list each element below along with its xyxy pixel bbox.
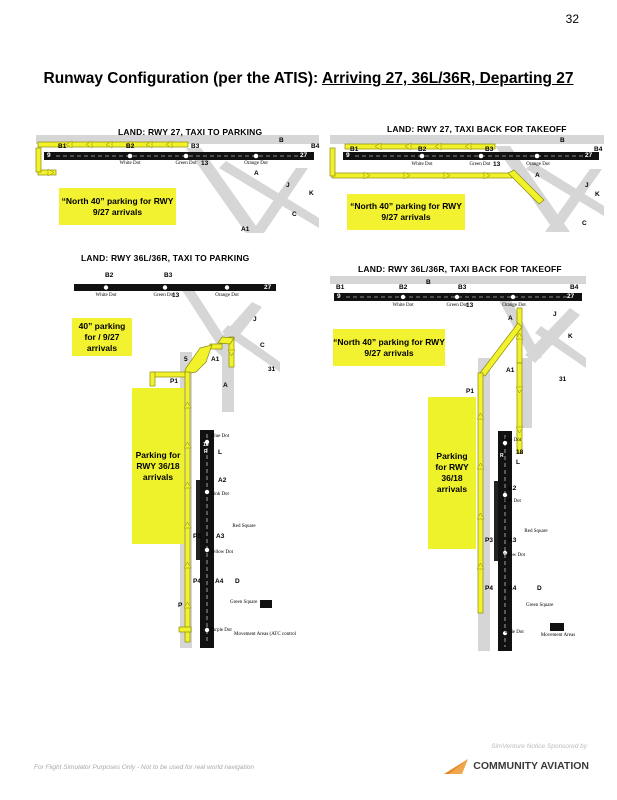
runway-label: L: [516, 459, 520, 466]
taxiway-label: B1: [350, 146, 359, 153]
taxiway-label: C: [260, 342, 265, 349]
taxiway-label: B1: [336, 284, 345, 291]
taxiway-label: P4: [485, 585, 493, 592]
panel-caption: LAND: RWY 27, TAXI TO PARKING: [118, 127, 263, 137]
green-dot-label: Green Dot: [175, 161, 197, 166]
orange-dot-label: Orange Dot: [502, 303, 526, 308]
airplane-logo-icon: [443, 757, 469, 775]
taxiway-label: P1: [466, 388, 474, 395]
runway-end-label: 27: [300, 152, 308, 159]
panel-rwy27-taxi-to-parking: [36, 128, 319, 233]
panel-caption: LAND: RWY 27, TAXI BACK FOR TAKEOFF: [387, 124, 567, 134]
panel-rwy27-taxi-back-for-takeoff: [330, 124, 604, 232]
runway-label: R: [204, 449, 208, 455]
taxiway-label: 13: [172, 292, 180, 299]
taxiway-label: A1: [506, 367, 515, 374]
taxiway-label: B: [560, 137, 565, 144]
green-dot-label: Green Dot: [469, 162, 491, 167]
runway-end-label: 27: [264, 284, 272, 291]
taxiway-label: P: [178, 602, 183, 609]
page-number: 32: [565, 12, 579, 26]
taxiway-label: P3: [193, 533, 201, 540]
taxiway-label: A1: [241, 226, 250, 233]
purple-dot-label: Purple Dot: [502, 630, 524, 635]
taxiway-label: A: [535, 172, 540, 179]
taxiway-label: P1: [170, 378, 178, 385]
taxiway-label: C: [292, 211, 297, 218]
red-square-label: Red Square: [232, 524, 256, 529]
runway-label: L: [218, 449, 222, 456]
taxiway-label: D: [235, 578, 240, 585]
taxiway-label: C: [582, 220, 587, 227]
runway-end-label: 27: [585, 152, 593, 159]
footer-disclaimer: For Flight Simulator Purposes Only - Not to be used for real world navigation: [34, 764, 255, 771]
north40-parking-note: 40” parking for / 9/27 arrivals: [72, 318, 132, 356]
taxiway-label: J: [286, 182, 290, 189]
green-square-label: Green Square: [230, 600, 258, 605]
taxiway-label: A: [223, 382, 228, 389]
taxiway-label: A: [254, 170, 259, 177]
taxiway-label: J: [253, 316, 257, 323]
runway-end-label: 9: [346, 152, 350, 159]
pink-dot-label: Pink Dot: [503, 499, 521, 504]
taxiway-label: 13: [201, 160, 209, 167]
runway-end-label: 9: [337, 293, 341, 300]
panel-caption: LAND: RWY 36L/36R, TAXI TO PARKING: [81, 253, 250, 263]
taxiway-label: A3: [216, 533, 225, 540]
green-dot-label: Green Dot: [153, 293, 175, 298]
taxiway-label: J: [553, 311, 557, 318]
white-dot-label: White Dot: [392, 303, 414, 308]
pink-dot-label: Pink Dot: [211, 492, 229, 497]
white-dot-label: White Dot: [411, 162, 433, 167]
taxiway-label: A: [508, 315, 513, 322]
title-prefix: Runway Configuration (per the ATIS):: [43, 70, 322, 87]
orange-dot-label: Orange Dot: [244, 161, 268, 166]
north40-parking-note: “North 40” parking for RWY 9/27 arrivals: [347, 194, 465, 230]
green-square-label: Green Square: [526, 603, 554, 608]
north40-parking-note: “North 40” parking for RWY 9/27 arrivals: [59, 188, 176, 225]
taxiway-label: B4: [311, 143, 320, 150]
runway-end-label: 27: [567, 293, 575, 300]
panel-rwy36-taxi-back-for-takeoff: [330, 263, 586, 651]
taxiway-label: A2: [508, 485, 517, 492]
taxiway-label: 13: [493, 161, 501, 168]
runway-label: 18: [516, 449, 524, 456]
white-dot-label: White Dot: [95, 293, 117, 298]
taxiway-label: A3: [508, 537, 517, 544]
blue-dot-label: Blue Dot: [210, 434, 230, 439]
taxiway-label: B2: [399, 284, 408, 291]
brand-name: COMMUNITY AVIATION: [473, 760, 589, 772]
taxiway-label: D: [537, 585, 542, 592]
taxiway-label: B2: [418, 146, 427, 153]
taxiway-label: B1: [58, 143, 67, 150]
panel-caption: LAND: RWY 36L/36R, TAXI BACK FOR TAKEOFF: [358, 264, 562, 274]
taxiway-label: 13: [466, 302, 474, 309]
purple-dot-label: Purple Dot: [210, 628, 232, 633]
taxiway-label: B3: [191, 143, 200, 150]
yellow-dot-label: Yellow Dot: [502, 553, 525, 558]
taxiway-label: A1: [211, 356, 220, 363]
runway-label: 18: [203, 442, 209, 448]
orange-dot-label: Orange Dot: [215, 293, 239, 298]
movement-areas-label: Movement Areas: [540, 633, 576, 638]
taxiway-label: A2: [218, 477, 227, 484]
movement-areas-label: Movement Areas (ATC control: [234, 632, 297, 637]
taxiway-label: J: [585, 182, 589, 189]
parking-36-18-box: Parking for RWY 36/18 arrivals: [428, 397, 476, 549]
runway-end-label: 9: [47, 152, 51, 159]
green-dot-label: Green Dot: [446, 303, 468, 308]
footer-sponsor-note: SimVenture Notice Sponsored by: [491, 743, 587, 750]
taxiway-label: A4: [508, 585, 517, 592]
taxiway-label: B4: [570, 284, 579, 291]
title-config: Arriving 27, 36L/36R, Departing 27: [321, 70, 574, 87]
taxiway-label: B2: [105, 272, 114, 279]
north40-parking-note: “North 40” parking for RWY 9/27 arrivals: [333, 329, 445, 366]
panel-rwy36-taxi-to-parking: [72, 252, 297, 648]
taxiway-label: K: [568, 333, 573, 340]
runway-label: R: [500, 453, 504, 459]
taxiway-label: B3: [458, 284, 467, 291]
taxiway-label: P3: [485, 537, 493, 544]
taxiway-label: K: [595, 191, 600, 198]
orange-dot-label: Orange Dot: [526, 162, 550, 167]
taxiway-label: 31: [559, 376, 567, 383]
red-square-label: Red Square: [524, 529, 548, 534]
taxiway-label: 5: [184, 356, 188, 363]
taxiway-label: B2: [126, 143, 135, 150]
yellow-dot-label: Yellow Dot: [210, 550, 233, 555]
page-title: [0, 70, 617, 88]
taxiway-label: B4: [594, 146, 603, 153]
white-dot-label: White Dot: [119, 161, 141, 166]
blue-dot-label: Blue Dot: [502, 438, 522, 443]
taxiway-label: 31: [268, 366, 276, 373]
taxiway-label: B3: [485, 146, 494, 153]
taxiway-label: B: [426, 279, 431, 286]
community-aviation-logo: [443, 757, 589, 775]
taxiway-label: B: [279, 137, 284, 144]
taxiway-label: K: [309, 190, 314, 197]
taxiway-label: P4: [193, 578, 201, 585]
taxiway-label: B3: [164, 272, 173, 279]
parking-36-18-box: Parking for RWY 36/18 arrivals: [132, 388, 184, 544]
taxiway-label: A4: [215, 578, 224, 585]
